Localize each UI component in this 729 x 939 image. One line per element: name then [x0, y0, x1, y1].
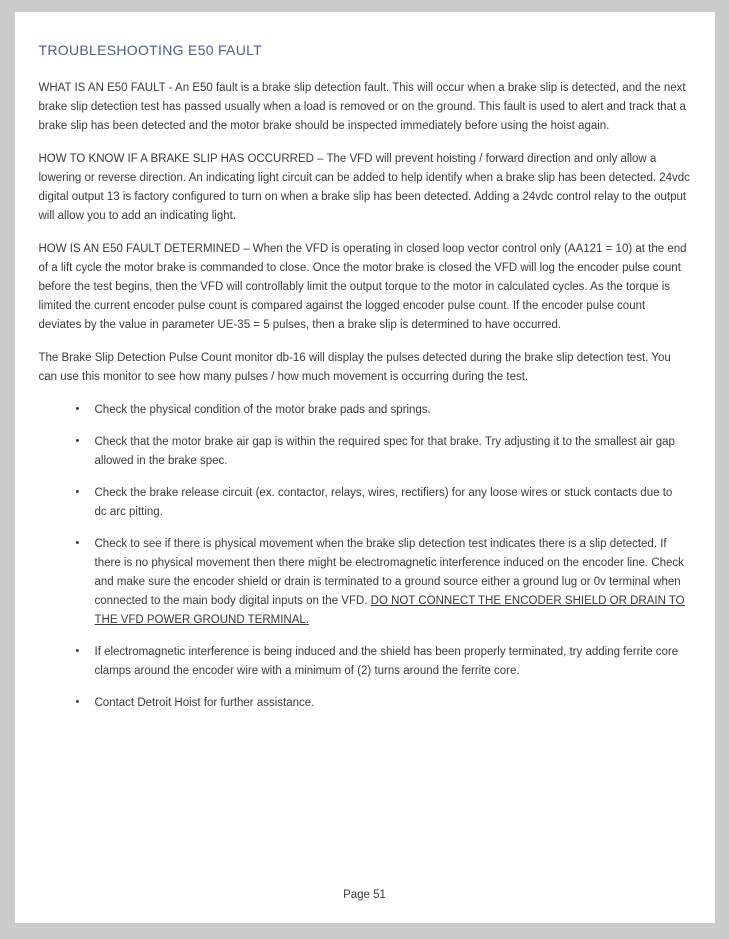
list-item-physical-movement — [75, 535, 691, 630]
list-item-text: Check that the motor brake air gap is within the required spec for that brake. Try adjusting it to the smallest air gap allowed in the brake spec. — [94, 436, 675, 467]
document-page — [15, 12, 715, 923]
paragraph-what-is-e50-fault: WHAT IS AN E50 FAULT - An E50 fault is a brake slip detection fault. This will occur when a brake slip is detected, and the next brake slip detection test has passed usually when a load is removed or on the ground. This fault is used to alert and track that a brake slip has been detected and the motor brake should be inspected immediately before using the hoist again. — [38, 82, 686, 132]
list-item-brake-pads — [75, 401, 691, 420]
list-item-underlined-warning: DO NOT CONNECT THE ENCODER SHIELD OR DRAIN TO THE VFD POWER GROUND TERMINAL. — [94, 595, 685, 626]
list-item-contact-detroit-hoist — [75, 694, 691, 713]
paragraph-how-to-know-brake-slip: HOW TO KNOW IF A BRAKE SLIP HAS OCCURRED – The VFD will prevent hoisting / forward direction and only allow a lowering or reverse direction. An indicating light circuit can be added to help identify when a brake slip has been detected. 24vdc digital output 13 is factory configured to turn on when a brake slip has been detected. Adding a 24vdc control relay to the output will allow you to add an indicating light. — [38, 153, 690, 222]
troubleshooting-checklist — [39, 401, 691, 713]
list-item-air-gap — [75, 433, 691, 471]
bullet-icon: • — [75, 486, 80, 498]
list-item-text: Check the brake release circuit (ex. contactor, relays, wires, rectifiers) for any loose wires or stuck contacts due to dc arc pitting. — [94, 487, 673, 518]
paragraph-pulse-count-monitor: The Brake Slip Detection Pulse Count monitor db-16 will display the pulses detected during the brake slip detection test. You can use this monitor to see how many pulses / how much movement is occurring during the test. — [38, 352, 671, 383]
paragraph-how-e50-determined: HOW IS AN E50 FAULT DETERMINED – When the VFD is operating in closed loop vector control only (AA121 = 10) at the end of a lift cycle the motor brake is commanded to close. Once the motor brake is closed the VFD will log the encoder pulse count before the test begins, then the VFD will controllably limit the output torque to the motor in calculated cycles. As the torque is limited the current encoder pulse count is compared against the logged encoder pulse count. If the encoder pulse count deviates by the value in parameter UE-35 = 5 pulses, then a brake slip is determined to have occurred. — [38, 243, 687, 331]
bullet-icon: • — [75, 537, 80, 549]
list-item-brake-release-circuit — [75, 484, 691, 522]
bullet-icon: • — [75, 403, 80, 415]
list-item-text: If electromagnetic interference is being induced and the shield has been properly terminated, try adding ferrite core clamps around the encoder wire with a minimum of (2) turns around the ferrite core. — [94, 646, 679, 677]
list-item-text: Contact Detroit Hoist for further assistance. — [94, 697, 315, 709]
list-item-text: Check the physical condition of the motor brake pads and springs. — [94, 404, 431, 416]
list-item-ferrite-core — [75, 643, 691, 681]
list-item-text: Check to see if there is physical movement when the brake slip detection test indicates there is a slip detected. If there is no physical movement then there might be electromagnetic interference induced on the encoder line. Check and make sure the encoder shield or drain is terminated to a ground source either a ground lug or 0v terminal when connected to the main body digital inputs on the VFD. — [94, 538, 684, 607]
page-number: Page 51 — [343, 889, 386, 901]
page-title: TROUBLESHOOTING E50 FAULT — [38, 42, 263, 58]
bullet-icon: • — [75, 696, 80, 708]
bullet-icon: • — [75, 435, 80, 447]
bullet-icon: • — [75, 645, 80, 657]
